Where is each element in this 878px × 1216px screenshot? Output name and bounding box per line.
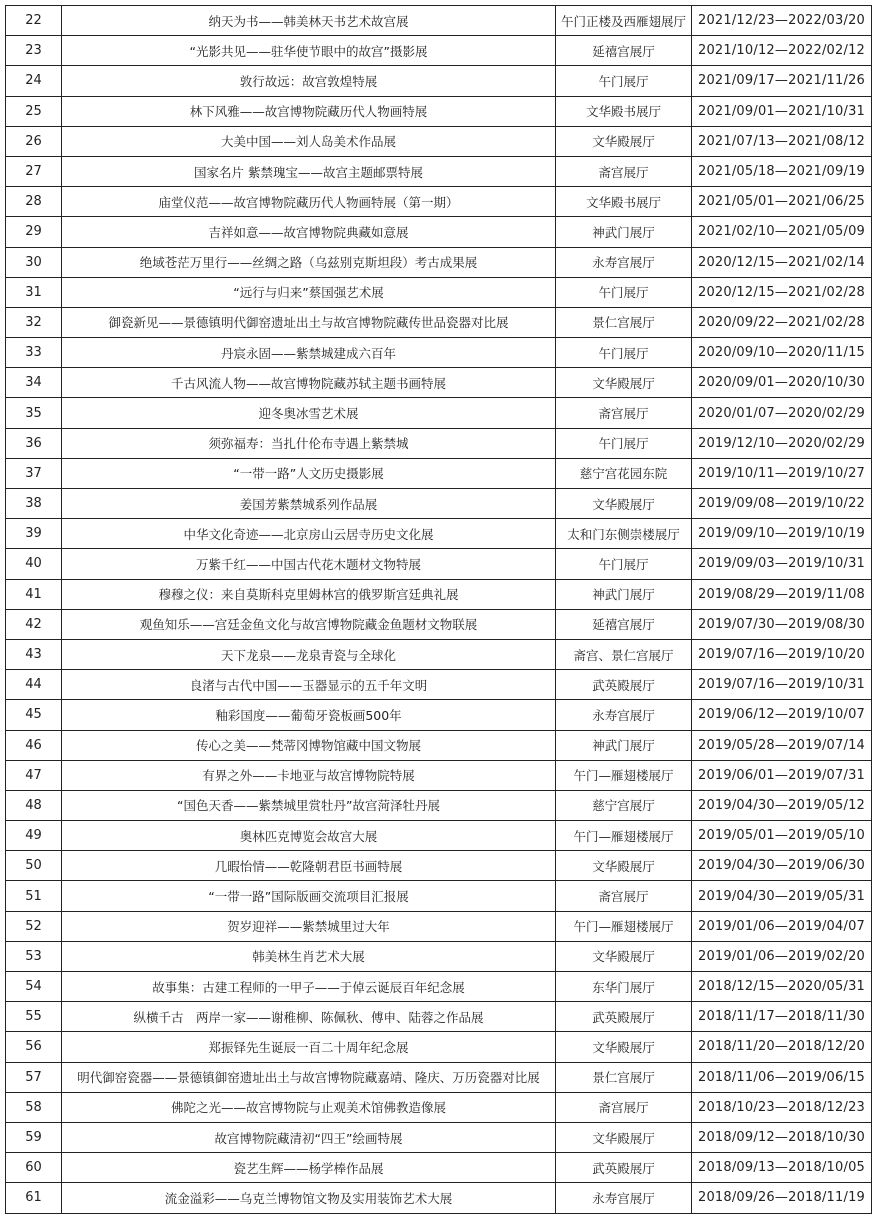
row-number-cell: 22 xyxy=(6,6,62,36)
venue-cell: 文华殿展厅 xyxy=(556,851,692,881)
table-row xyxy=(6,972,872,1002)
row-number-cell: 45 xyxy=(6,700,62,730)
table-row xyxy=(6,790,872,820)
row-number-cell: 31 xyxy=(6,277,62,307)
venue-cell: 文华殿展厅 xyxy=(556,1032,692,1062)
exhibition-title-cell: 大美中国——刘人岛美术作品展 xyxy=(62,126,556,156)
row-number-cell: 41 xyxy=(6,579,62,609)
row-number-cell: 58 xyxy=(6,1092,62,1122)
row-number-cell: 37 xyxy=(6,458,62,488)
table-row xyxy=(6,398,872,428)
exhibition-title-cell: 几暇怡情——乾隆朝君臣书画特展 xyxy=(62,851,556,881)
exhibition-title-cell: 国家名片 紫禁瑰宝——故宫主题邮票特展 xyxy=(62,156,556,186)
venue-cell: 武英殿展厅 xyxy=(556,670,692,700)
exhibition-title-cell: 吉祥如意——故宫博物院典藏如意展 xyxy=(62,217,556,247)
row-number-cell: 35 xyxy=(6,398,62,428)
date-range-cell: 2018/09/26—2018/11/19 xyxy=(692,1183,872,1213)
row-number-cell: 23 xyxy=(6,36,62,66)
date-range-cell: 2019/09/03—2019/10/31 xyxy=(692,549,872,579)
venue-cell: 文华殿展厅 xyxy=(556,1122,692,1152)
exhibition-title-cell: 姜国芳紫禁城系列作品展 xyxy=(62,489,556,519)
exhibition-title-cell: 郑振铎先生诞辰一百二十周年纪念展 xyxy=(62,1032,556,1062)
date-range-cell: 2018/11/17—2018/11/30 xyxy=(692,1002,872,1032)
exhibition-title-cell: 贺岁迎祥——紫禁城里过大年 xyxy=(62,911,556,941)
date-range-cell: 2021/07/13—2021/08/12 xyxy=(692,126,872,156)
row-number-cell: 59 xyxy=(6,1122,62,1152)
table-row xyxy=(6,368,872,398)
venue-cell: 永寿宫展厅 xyxy=(556,700,692,730)
exhibition-title-cell: 纳天为书——韩美林天书艺术故宫展 xyxy=(62,6,556,36)
row-number-cell: 27 xyxy=(6,156,62,186)
row-number-cell: 26 xyxy=(6,126,62,156)
venue-cell: 武英殿展厅 xyxy=(556,1002,692,1032)
venue-cell: 午门—雁翅楼展厅 xyxy=(556,760,692,790)
date-range-cell: 2020/09/10—2020/11/15 xyxy=(692,338,872,368)
date-range-cell: 2020/12/15—2021/02/28 xyxy=(692,277,872,307)
table-row xyxy=(6,6,872,36)
date-range-cell: 2018/11/06—2019/06/15 xyxy=(692,1062,872,1092)
table-row xyxy=(6,489,872,519)
table-row xyxy=(6,217,872,247)
venue-cell: 文华殿书展厅 xyxy=(556,96,692,126)
exhibition-title-cell: 瓷艺生辉——杨学棒作品展 xyxy=(62,1153,556,1183)
row-number-cell: 55 xyxy=(6,1002,62,1032)
exhibition-title-cell: 迎冬奥冰雪艺术展 xyxy=(62,398,556,428)
exhibition-title-cell: 良渚与古代中国——玉器显示的五千年文明 xyxy=(62,670,556,700)
exhibition-title-cell: 佛陀之光——故宫博物院与止观美术馆佛教造像展 xyxy=(62,1092,556,1122)
table-row xyxy=(6,1002,872,1032)
table-row xyxy=(6,911,872,941)
exhibition-title-cell: 明代御窑瓷器——景德镇御窑遗址出土与故宫博物院藏嘉靖、隆庆、万历瓷器对比展 xyxy=(62,1062,556,1092)
venue-cell: 永寿宫展厅 xyxy=(556,1183,692,1213)
table-row xyxy=(6,1183,872,1213)
row-number-cell: 30 xyxy=(6,247,62,277)
venue-cell: 斋宫展厅 xyxy=(556,398,692,428)
table-row xyxy=(6,639,872,669)
venue-cell: 太和门东侧崇楼展厅 xyxy=(556,519,692,549)
venue-cell: 文华殿展厅 xyxy=(556,489,692,519)
exhibition-title-cell: 釉彩国度——葡萄牙瓷板画500年 xyxy=(62,700,556,730)
venue-cell: 文华殿展厅 xyxy=(556,941,692,971)
exhibition-title-cell: “国色天香——紫禁城里赏牡丹”故宫菏泽牡丹展 xyxy=(62,790,556,820)
table-row xyxy=(6,338,872,368)
exhibition-title-cell: 林下风雅——故宫博物院藏历代人物画特展 xyxy=(62,96,556,126)
table-row xyxy=(6,549,872,579)
date-range-cell: 2020/09/22—2021/02/28 xyxy=(692,307,872,337)
row-number-cell: 38 xyxy=(6,489,62,519)
table-row xyxy=(6,36,872,66)
row-number-cell: 36 xyxy=(6,428,62,458)
date-range-cell: 2018/09/12—2018/10/30 xyxy=(692,1122,872,1152)
date-range-cell: 2019/12/10—2020/02/29 xyxy=(692,428,872,458)
date-range-cell: 2018/12/15—2020/05/31 xyxy=(692,972,872,1002)
exhibition-title-cell: 故宫博物院藏清初“四王”绘画特展 xyxy=(62,1122,556,1152)
table-row xyxy=(6,277,872,307)
row-number-cell: 34 xyxy=(6,368,62,398)
exhibition-title-cell: 故事集：古建工程师的一甲子——于倬云诞辰百年纪念展 xyxy=(62,972,556,1002)
table-row xyxy=(6,458,872,488)
table-row xyxy=(6,851,872,881)
table-row xyxy=(6,126,872,156)
table-row xyxy=(6,307,872,337)
date-range-cell: 2020/12/15—2021/02/14 xyxy=(692,247,872,277)
date-range-cell: 2019/10/11—2019/10/27 xyxy=(692,458,872,488)
exhibition-title-cell: 中华文化奇迹——北京房山云居寺历史文化展 xyxy=(62,519,556,549)
date-range-cell: 2019/05/01—2019/05/10 xyxy=(692,821,872,851)
exhibition-title-cell: 观鱼知乐——宫廷金鱼文化与故宫博物院藏金鱼题材文物联展 xyxy=(62,609,556,639)
date-range-cell: 2021/05/01—2021/06/25 xyxy=(692,187,872,217)
row-number-cell: 48 xyxy=(6,790,62,820)
date-range-cell: 2019/09/08—2019/10/22 xyxy=(692,489,872,519)
row-number-cell: 28 xyxy=(6,187,62,217)
venue-cell: 延禧宫展厅 xyxy=(556,609,692,639)
exhibition-title-cell: 御瓷新见——景德镇明代御窑遗址出土与故宫博物院藏传世品瓷器对比展 xyxy=(62,307,556,337)
date-range-cell: 2019/04/30—2019/06/30 xyxy=(692,851,872,881)
row-number-cell: 44 xyxy=(6,670,62,700)
venue-cell: 午门展厅 xyxy=(556,338,692,368)
row-number-cell: 49 xyxy=(6,821,62,851)
exhibition-title-cell: 万紫千红——中国古代花木题材文物特展 xyxy=(62,549,556,579)
date-range-cell: 2018/11/20—2018/12/20 xyxy=(692,1032,872,1062)
date-range-cell: 2019/01/06—2019/04/07 xyxy=(692,911,872,941)
table-row xyxy=(6,670,872,700)
date-range-cell: 2019/06/01—2019/07/31 xyxy=(692,760,872,790)
venue-cell: 慈宁宫花园东院 xyxy=(556,458,692,488)
exhibition-title-cell: 绝域苍茫万里行——丝绸之路（乌兹别克斯坦段）考古成果展 xyxy=(62,247,556,277)
date-range-cell: 2019/05/28—2019/07/14 xyxy=(692,730,872,760)
table-row xyxy=(6,730,872,760)
table-row xyxy=(6,247,872,277)
row-number-cell: 33 xyxy=(6,338,62,368)
exhibition-title-cell: 丹宸永固——紫禁城建成六百年 xyxy=(62,338,556,368)
exhibition-title-cell: 奥林匹克博览会故宫大展 xyxy=(62,821,556,851)
table-row xyxy=(6,187,872,217)
date-range-cell: 2020/09/01—2020/10/30 xyxy=(692,368,872,398)
exhibition-title-cell: 须弥福寿：当扎什伦布寺遇上紫禁城 xyxy=(62,428,556,458)
date-range-cell: 2019/07/16—2019/10/31 xyxy=(692,670,872,700)
row-number-cell: 50 xyxy=(6,851,62,881)
table-row xyxy=(6,1122,872,1152)
date-range-cell: 2019/04/30—2019/05/31 xyxy=(692,881,872,911)
exhibition-table xyxy=(5,5,872,1214)
table-row xyxy=(6,1062,872,1092)
venue-cell: 斋宫展厅 xyxy=(556,156,692,186)
venue-cell: 神武门展厅 xyxy=(556,217,692,247)
table-row xyxy=(6,1032,872,1062)
row-number-cell: 46 xyxy=(6,730,62,760)
venue-cell: 景仁宫展厅 xyxy=(556,1062,692,1092)
date-range-cell: 2021/02/10—2021/05/09 xyxy=(692,217,872,247)
venue-cell: 午门正楼及西雁翅展厅 xyxy=(556,6,692,36)
table-row xyxy=(6,881,872,911)
date-range-cell: 2019/09/10—2019/10/19 xyxy=(692,519,872,549)
date-range-cell: 2021/09/01—2021/10/31 xyxy=(692,96,872,126)
venue-cell: 午门—雁翅楼展厅 xyxy=(556,911,692,941)
venue-cell: 午门展厅 xyxy=(556,277,692,307)
venue-cell: 武英殿展厅 xyxy=(556,1153,692,1183)
row-number-cell: 42 xyxy=(6,609,62,639)
venue-cell: 午门—雁翅楼展厅 xyxy=(556,821,692,851)
table-row xyxy=(6,700,872,730)
row-number-cell: 60 xyxy=(6,1153,62,1183)
exhibition-title-cell: 韩美林生肖艺术大展 xyxy=(62,941,556,971)
row-number-cell: 24 xyxy=(6,66,62,96)
venue-cell: 东华门展厅 xyxy=(556,972,692,1002)
venue-cell: 斋宫展厅 xyxy=(556,881,692,911)
row-number-cell: 25 xyxy=(6,96,62,126)
row-number-cell: 47 xyxy=(6,760,62,790)
date-range-cell: 2020/01/07—2020/02/29 xyxy=(692,398,872,428)
table-row xyxy=(6,428,872,458)
exhibition-title-cell: 流金溢彩——乌克兰博物馆文物及实用装饰艺术大展 xyxy=(62,1183,556,1213)
table-row xyxy=(6,1092,872,1122)
table-row xyxy=(6,609,872,639)
date-range-cell: 2019/08/29—2019/11/08 xyxy=(692,579,872,609)
exhibition-title-cell: 天下龙泉——龙泉青瓷与全球化 xyxy=(62,639,556,669)
table-row xyxy=(6,941,872,971)
row-number-cell: 39 xyxy=(6,519,62,549)
row-number-cell: 51 xyxy=(6,881,62,911)
date-range-cell: 2021/05/18—2021/09/19 xyxy=(692,156,872,186)
exhibition-title-cell: 庙堂仪范——故宫博物院藏历代人物画特展（第一期） xyxy=(62,187,556,217)
table-row xyxy=(6,579,872,609)
row-number-cell: 53 xyxy=(6,941,62,971)
exhibition-title-cell: “远行与归来”蔡国强艺术展 xyxy=(62,277,556,307)
table-row xyxy=(6,1153,872,1183)
venue-cell: 斋宫、景仁宫展厅 xyxy=(556,639,692,669)
table-row xyxy=(6,96,872,126)
row-number-cell: 57 xyxy=(6,1062,62,1092)
venue-cell: 文华殿书展厅 xyxy=(556,187,692,217)
date-range-cell: 2021/09/17—2021/11/26 xyxy=(692,66,872,96)
date-range-cell: 2018/10/23—2018/12/23 xyxy=(692,1092,872,1122)
date-range-cell: 2019/01/06—2019/02/20 xyxy=(692,941,872,971)
exhibition-title-cell: “光影共见——驻华使节眼中的故宫”摄影展 xyxy=(62,36,556,66)
exhibition-title-cell: 纵横千古 两岸一家——谢稚柳、陈佩秋、傅申、陆蓉之作品展 xyxy=(62,1002,556,1032)
exhibition-title-cell: 有界之外——卡地亚与故宫博物院特展 xyxy=(62,760,556,790)
row-number-cell: 43 xyxy=(6,639,62,669)
row-number-cell: 54 xyxy=(6,972,62,1002)
date-range-cell: 2019/04/30—2019/05/12 xyxy=(692,790,872,820)
exhibition-title-cell: 穆穆之仪：来自莫斯科克里姆林宫的俄罗斯宫廷典礼展 xyxy=(62,579,556,609)
row-number-cell: 29 xyxy=(6,217,62,247)
row-number-cell: 56 xyxy=(6,1032,62,1062)
venue-cell: 午门展厅 xyxy=(556,549,692,579)
row-number-cell: 52 xyxy=(6,911,62,941)
venue-cell: 午门展厅 xyxy=(556,66,692,96)
venue-cell: 文华殿展厅 xyxy=(556,126,692,156)
date-range-cell: 2021/12/23—2022/03/20 xyxy=(692,6,872,36)
date-range-cell: 2021/10/12—2022/02/12 xyxy=(692,36,872,66)
row-number-cell: 40 xyxy=(6,549,62,579)
table-row xyxy=(6,156,872,186)
venue-cell: 慈宁宫展厅 xyxy=(556,790,692,820)
exhibition-title-cell: 传心之美——梵蒂冈博物馆藏中国文物展 xyxy=(62,730,556,760)
venue-cell: 永寿宫展厅 xyxy=(556,247,692,277)
venue-cell: 景仁宫展厅 xyxy=(556,307,692,337)
date-range-cell: 2018/09/13—2018/10/05 xyxy=(692,1153,872,1183)
exhibition-title-cell: 敦行故远：故宫敦煌特展 xyxy=(62,66,556,96)
date-range-cell: 2019/07/30—2019/08/30 xyxy=(692,609,872,639)
table-row xyxy=(6,66,872,96)
venue-cell: 午门展厅 xyxy=(556,428,692,458)
date-range-cell: 2019/07/16—2019/10/20 xyxy=(692,639,872,669)
row-number-cell: 32 xyxy=(6,307,62,337)
date-range-cell: 2019/06/12—2019/10/07 xyxy=(692,700,872,730)
venue-cell: 延禧宫展厅 xyxy=(556,36,692,66)
venue-cell: 神武门展厅 xyxy=(556,579,692,609)
venue-cell: 斋宫展厅 xyxy=(556,1092,692,1122)
exhibition-title-cell: “一带一路”国际版画交流项目汇报展 xyxy=(62,881,556,911)
exhibition-title-cell: “一带一路”人文历史摄影展 xyxy=(62,458,556,488)
exhibition-table-body xyxy=(6,6,872,1214)
table-row xyxy=(6,760,872,790)
venue-cell: 文华殿展厅 xyxy=(556,368,692,398)
table-row xyxy=(6,821,872,851)
venue-cell: 神武门展厅 xyxy=(556,730,692,760)
exhibition-title-cell: 千古风流人物——故宫博物院藏苏轼主题书画特展 xyxy=(62,368,556,398)
row-number-cell: 61 xyxy=(6,1183,62,1213)
table-row xyxy=(6,519,872,549)
